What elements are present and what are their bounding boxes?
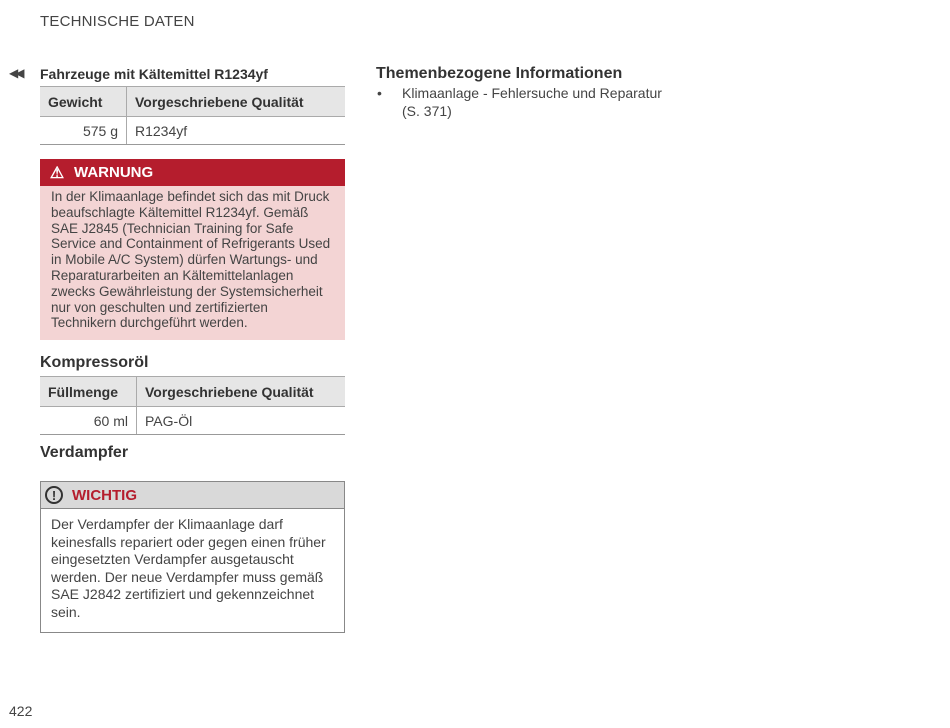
double-chevron-left-icon[interactable]: ◀◀ [9, 66, 22, 80]
refrigerant-section-title: Fahrzeuge mit Kältemittel R1234yf [40, 66, 268, 82]
bullet: • [377, 85, 382, 101]
warning-box [40, 159, 345, 340]
table-header-row [40, 377, 345, 407]
important-label: WICHTIG [72, 486, 137, 504]
list-item[interactable] [376, 85, 676, 120]
column-header: Gewicht [40, 87, 127, 117]
page-number: 422 [9, 703, 33, 719]
warning-triangle-icon: ⚠ [49, 164, 65, 182]
table-cell: PAG-Öl [137, 407, 346, 435]
table-header-row [40, 87, 345, 117]
related-link[interactable]: Klimaanlage - Fehlersuche und Reparatur (S. 371) [402, 85, 662, 119]
page-header: TECHNISCHE DATEN [40, 13, 195, 30]
column-header: Vorgeschriebene Qualität [137, 377, 346, 407]
evaporator-title: Verdampfer [40, 444, 129, 461]
exclamation-circle-icon: ! [45, 486, 63, 504]
warning-text: In der Klimaanlage befindet sich das mit Druck beaufschlagte Kältemittel R1234yf. Gemäß SAE J2845 (Technician Training for Safe Service and Containment of Refrigerants Used in Mobile A/C System) dürfen Wartungs- und Reparaturarbeiten an Kältemittelanlagen zwecks Gewährleistung der Systemsicherheit nur von geschulten und zertifizierten Technikern durchgeführt werden. [51, 189, 331, 331]
table-row [40, 407, 345, 435]
warning-label: WARNUNG [74, 164, 154, 181]
important-header [41, 482, 344, 509]
important-box [40, 481, 345, 633]
warning-header [40, 159, 345, 186]
refrigerant-table [40, 86, 345, 145]
compressor-oil-title: Kompressoröl [40, 354, 149, 371]
related-info-title: Themenbezogene Informationen [376, 65, 623, 82]
column-header: Füllmenge [40, 377, 137, 407]
table-cell: 575 g [40, 117, 127, 145]
table-row [40, 117, 345, 145]
related-info-list [376, 85, 676, 120]
column-header: Vorgeschriebene Qualität [127, 87, 346, 117]
important-text: Der Verdampfer der Klimaanlage darf keinesfalls repariert oder gegen einen früher eingesetzten Verdampfer ausgetauscht werden. Der neue Verdampfer muss gemäß SAE J2842 zertifiziert und gekennzeichnet sein. [51, 516, 326, 620]
table-cell: 60 ml [40, 407, 137, 435]
table-cell: R1234yf [127, 117, 346, 145]
compressor-oil-table [40, 376, 345, 435]
